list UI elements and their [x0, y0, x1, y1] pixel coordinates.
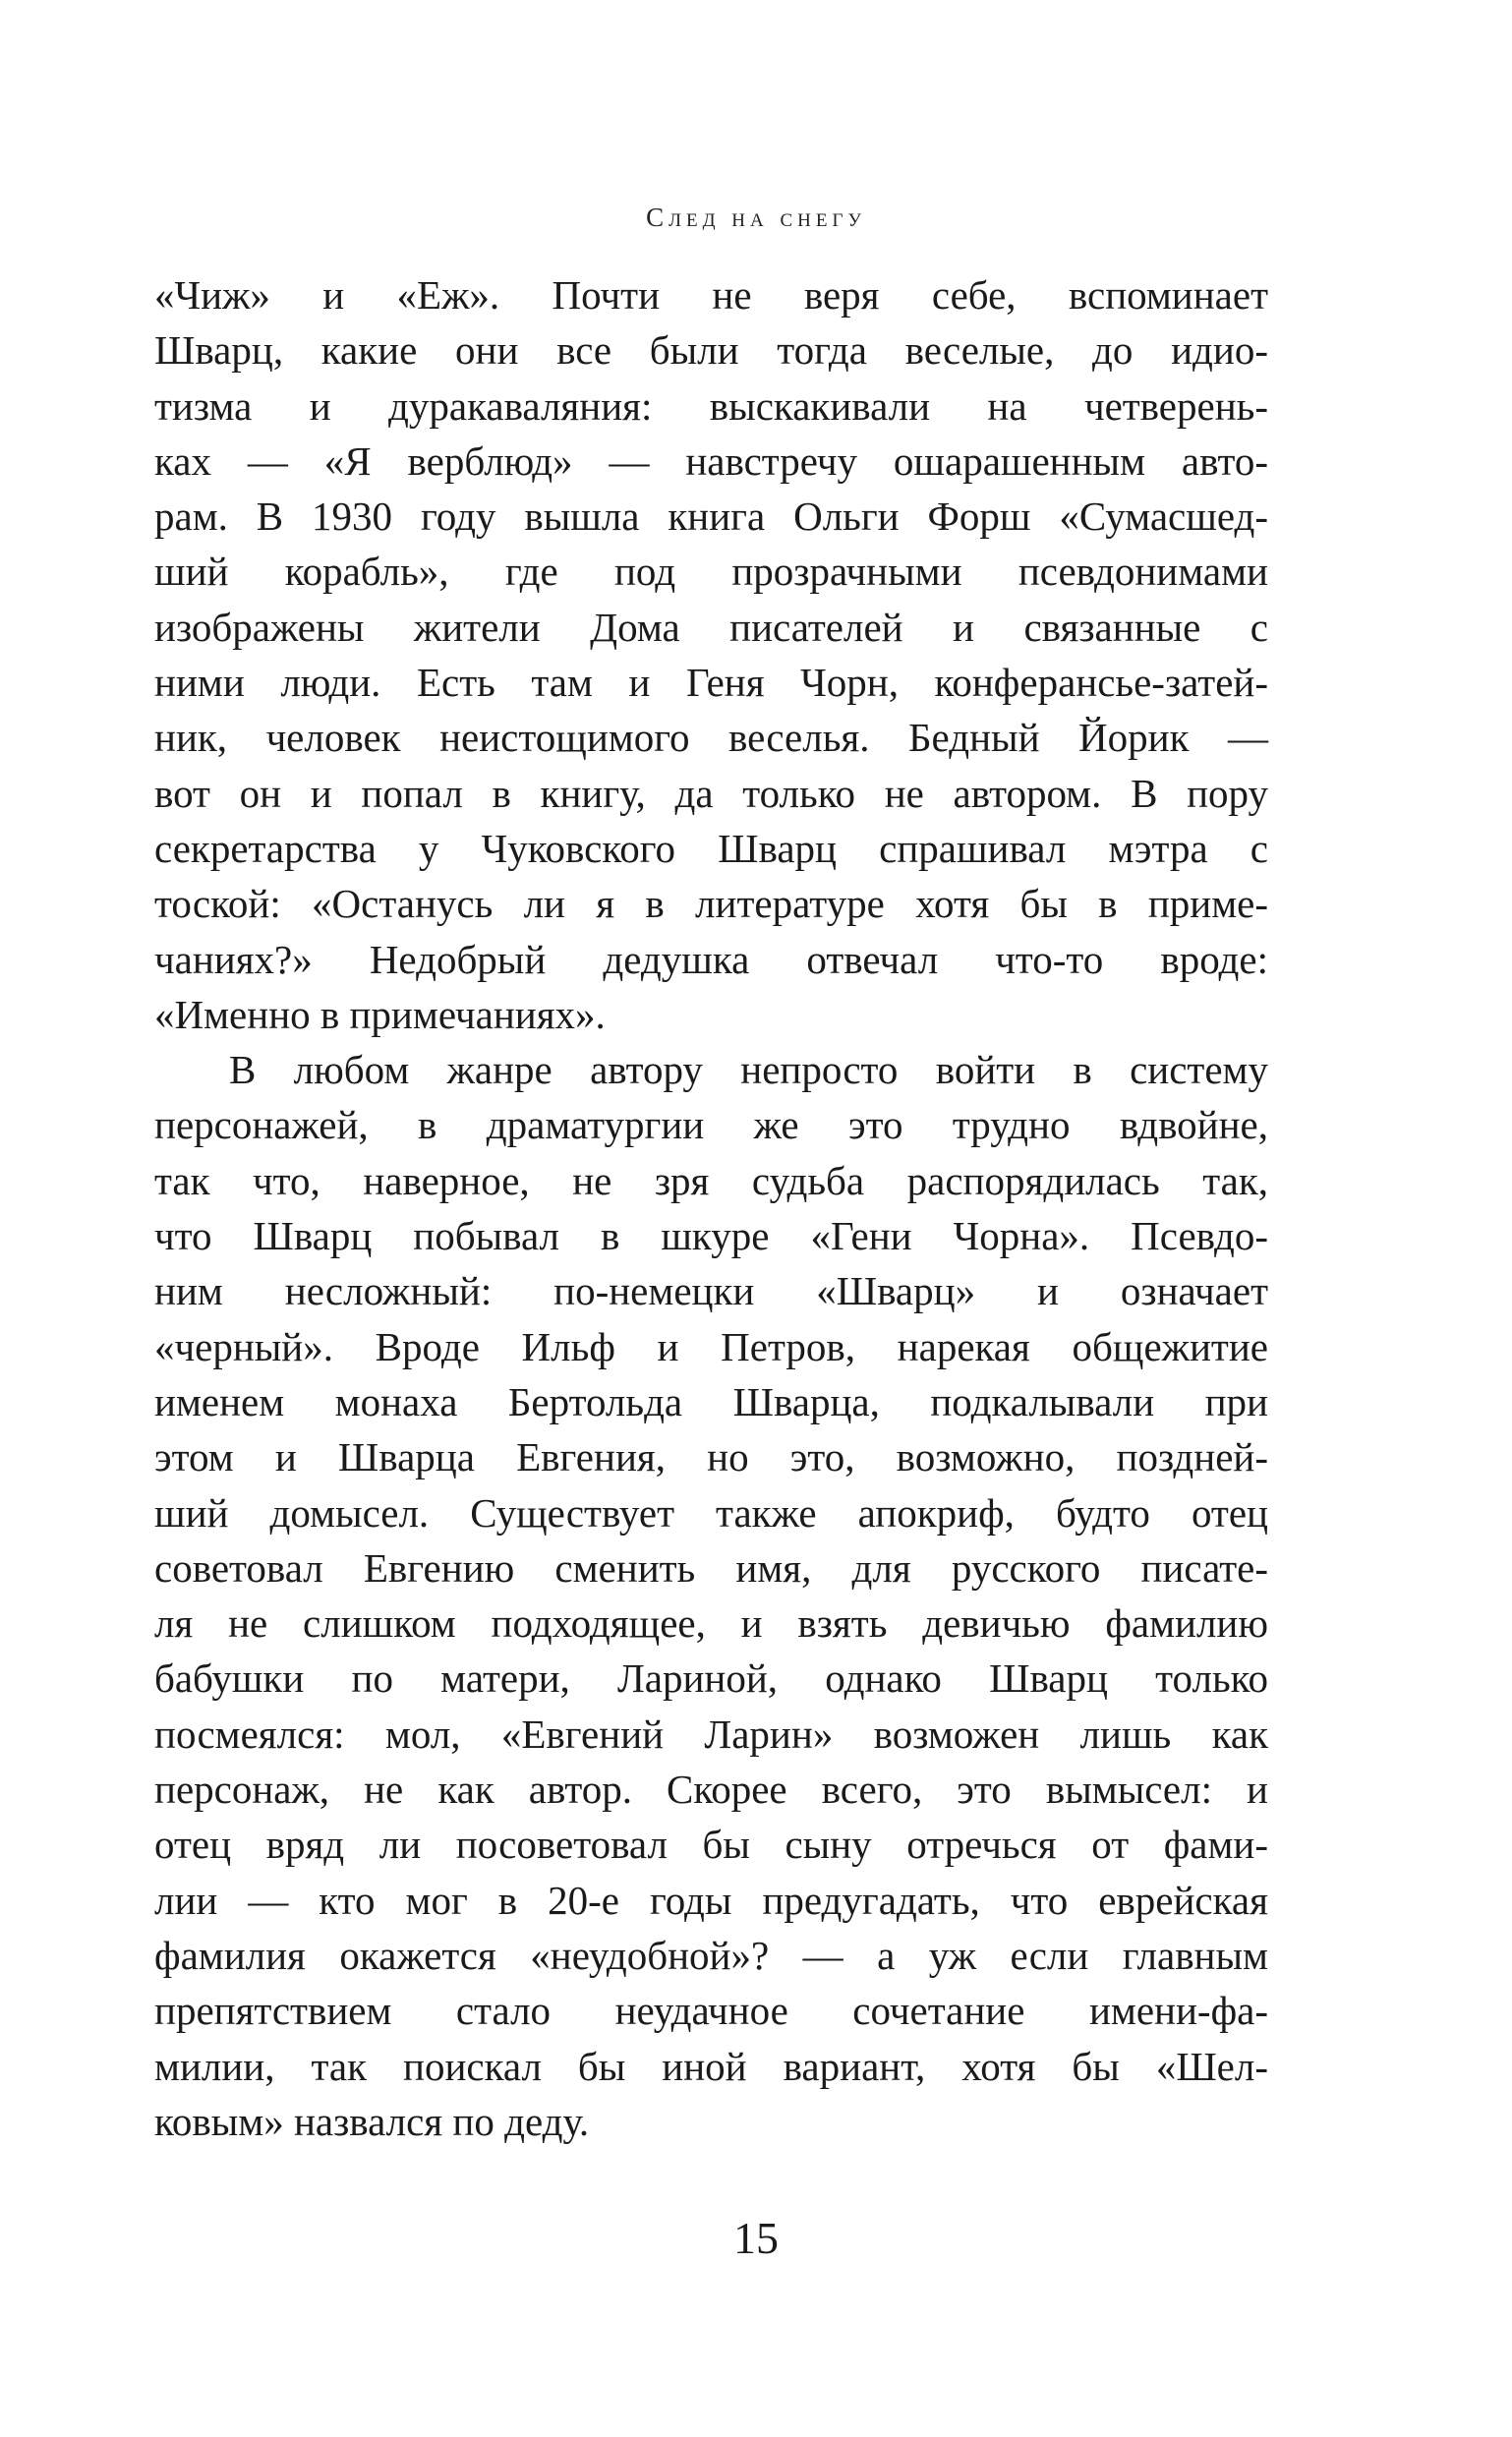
text-line: так что, наверное, не зря судьба распорядилась так, [154, 1157, 1268, 1203]
paragraph [154, 1042, 1268, 2149]
text-line: ках — «Я верблюд» — навстречу ошарашенным авто- [154, 437, 1268, 484]
text-line: что Шварц побывал в шкуре «Гени Чорна». Псевдо- [154, 1213, 1268, 1259]
text-line: чаниях?» Недобрый дедушка отвечал что-то вроде: [154, 936, 1268, 982]
text-line: отец вряд ли посоветовал бы сыну отречься от фами- [154, 1822, 1268, 1868]
text-line: советовал Евгению сменить имя, для русского писате- [154, 1544, 1268, 1591]
body-text [154, 267, 1268, 2149]
text-line: ля не слишком подходящее, и взять девичью фамилию [154, 1600, 1268, 1647]
text-line: «Именно в примечаниях». [154, 991, 606, 1037]
text-line: ший корабль», где под прозрачными псевдонимами [154, 549, 1268, 595]
text-line: секретарства у Чуковского Шварц спрашивал мэтра с [154, 825, 1268, 871]
text-line: именем монаха Бертольда Шварца, подкалывали при [154, 1378, 1268, 1424]
text-line: бабушки по матери, Лариной, однако Шварц только [154, 1655, 1268, 1702]
text-line: Шварц, какие они все были тогда веселые, до идио- [154, 327, 1268, 374]
text-line: фамилия окажется «неудобной»? — а уж если главным [154, 1932, 1268, 1978]
paragraph [154, 267, 1268, 1042]
text-line: «черный». Вроде Ильф и Петров, нарекая общежитие [154, 1323, 1268, 1369]
text-line: этом и Шварца Евгения, но это, возможно, поздней- [154, 1434, 1268, 1480]
running-head: След на снегу [646, 203, 866, 232]
text-line: ними люди. Есть там и Геня Чорн, конферансье-затей- [154, 660, 1268, 706]
text-line: «Чиж» и «Еж». Почти не веря себе, вспоминает [154, 272, 1268, 318]
text-line: препятствием стало неудачное сочетание имени-фа- [154, 1988, 1268, 2034]
text-line: изображены жители Дома писателей и связанные с [154, 604, 1268, 650]
page-number: 15 [733, 2213, 779, 2263]
text-line: лии — кто мог в 20-е годы предугадать, что еврейская [154, 1877, 1268, 1923]
text-line: тизма и дуракаваляния: выскакивали на четверень- [154, 382, 1268, 429]
text-line: персонажей, в драматургии же это трудно вдвойне, [154, 1102, 1268, 1148]
text-line: милии, так поискал бы иной вариант, хотя бы «Шел- [154, 2043, 1268, 2089]
text-line: ший домысел. Существует также апокриф, будто отец [154, 1489, 1268, 1536]
text-line: вот он и попал в книгу, да только не автором. В пору [154, 770, 1268, 816]
text-line: ковым» назвался по деду. [154, 2098, 590, 2144]
text-line: ним несложный: по-немецки «Шварц» и означает [154, 1268, 1268, 1314]
text-line: В любом жанре автору непросто войти в систему [229, 1047, 1268, 1093]
text-line: персонаж, не как автор. Скорее всего, это вымысел: и [154, 1767, 1268, 1813]
text-line: посмеялся: мол, «Евгений Ларин» возможен лишь как [154, 1711, 1268, 1757]
text-line: ник, человек неистощимого веселья. Бедный Йорик — [154, 715, 1268, 761]
text-line: рам. В 1930 году вышла книга Ольги Форш «Сумасшед- [154, 493, 1268, 540]
text-line: тоской: «Останусь ли я в литературе хотя бы в приме- [154, 881, 1268, 927]
